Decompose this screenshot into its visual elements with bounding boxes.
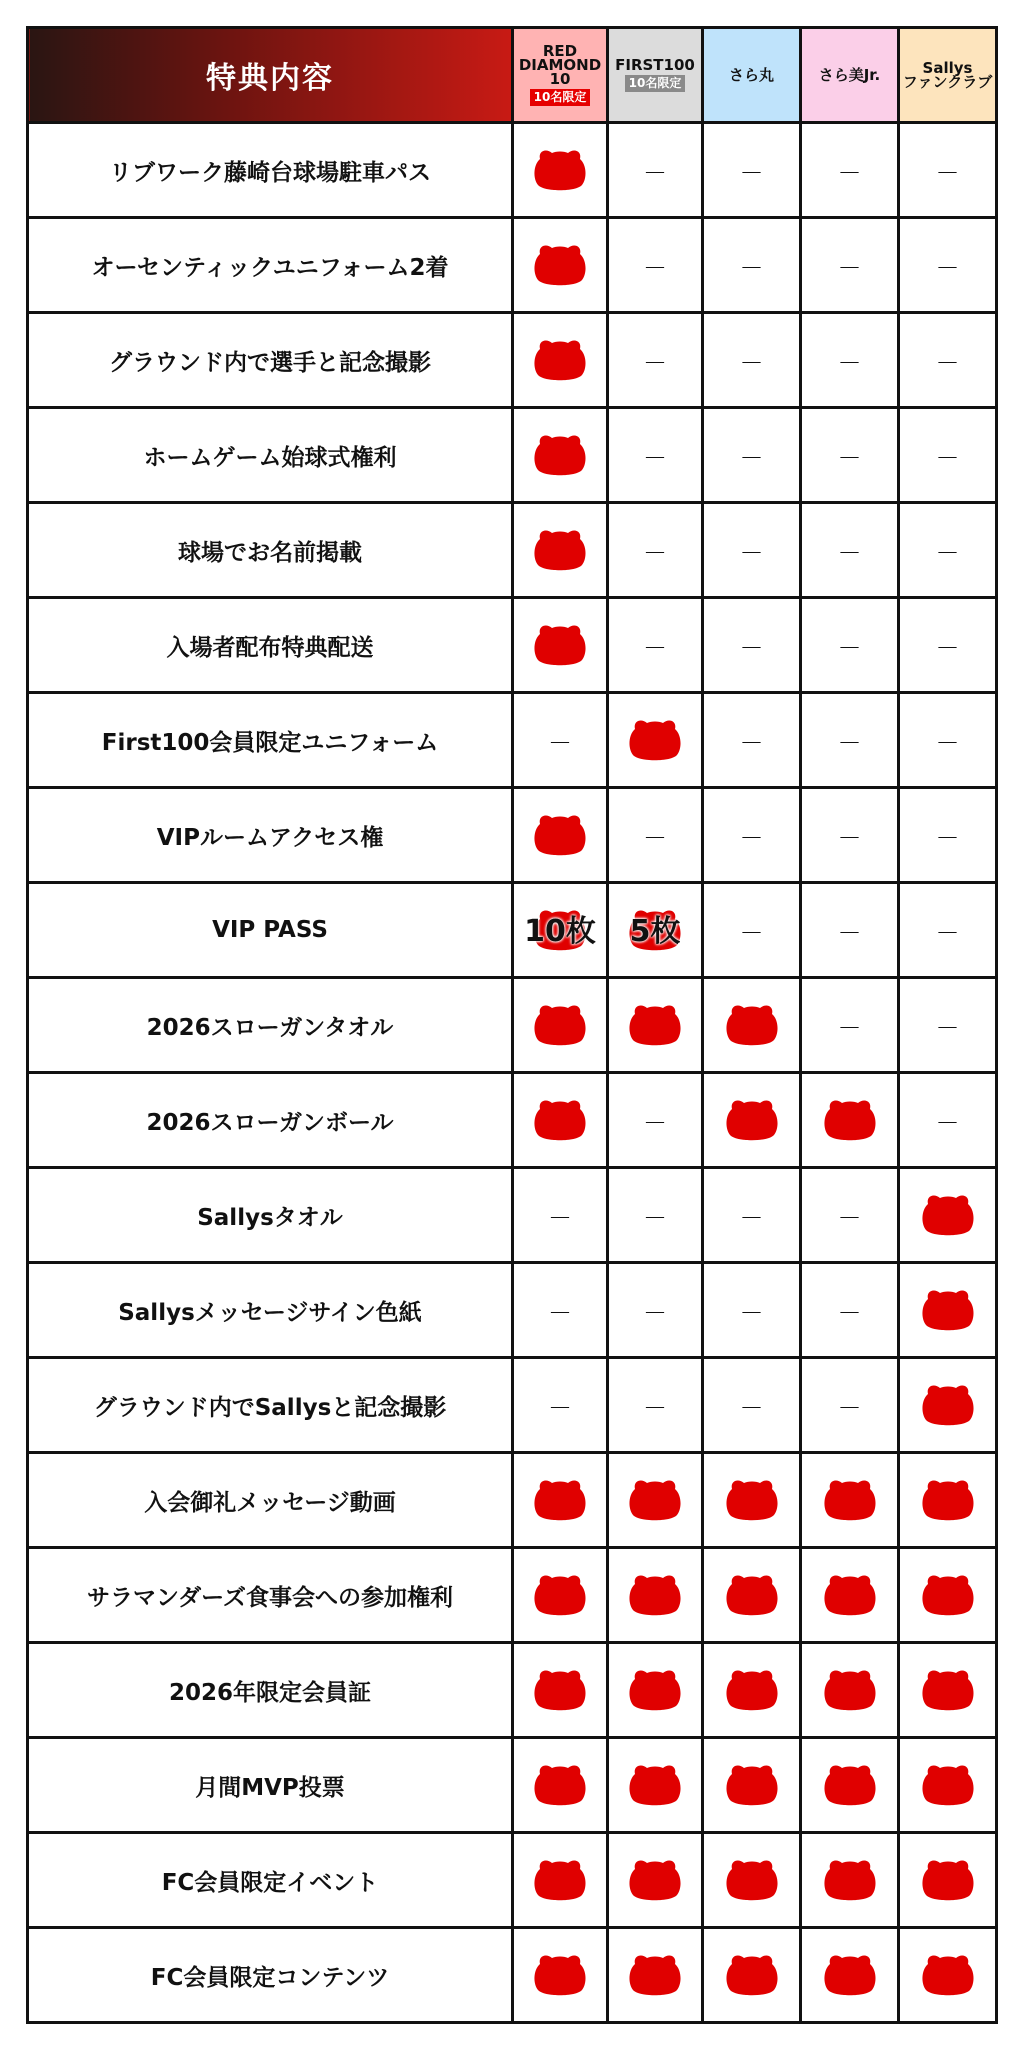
feature-label: First100会員限定ユニフォーム (28, 693, 513, 788)
benefit-cell (608, 1358, 703, 1453)
not-included-dash: － (739, 633, 764, 662)
benefit-cell (703, 1738, 801, 1833)
benefit-cell (703, 218, 801, 313)
red-cat-face-icon (822, 1572, 878, 1618)
benefit-cell (513, 1168, 608, 1263)
benefit-cell (703, 978, 801, 1073)
red-cat-face-icon (532, 1572, 588, 1618)
plan-column-header (513, 28, 608, 123)
benefit-cell (899, 408, 997, 503)
red-cat-face-icon (920, 1477, 976, 1523)
not-included-dash: － (837, 1393, 862, 1422)
red-cat-face-icon (627, 1572, 683, 1618)
benefit-cell (703, 1453, 801, 1548)
red-cat-face-icon (532, 147, 588, 193)
feature-label: リブワーク藤崎台球場駐車パス (28, 123, 513, 218)
red-cat-face-icon (532, 1477, 588, 1523)
red-cat-face-icon (532, 1002, 588, 1048)
not-included-dash: － (837, 158, 862, 187)
red-cat-face-icon (532, 1952, 588, 1998)
feature-label: 入会御礼メッセージ動画 (28, 1453, 513, 1548)
benefit-cell (608, 788, 703, 883)
benefit-cell (801, 1548, 899, 1643)
benefit-cell (801, 503, 899, 598)
table-row (28, 313, 997, 408)
not-included-dash: － (837, 1013, 862, 1042)
not-included-dash: － (643, 348, 667, 377)
benefit-cell (513, 1453, 608, 1548)
not-included-dash: － (643, 1298, 667, 1327)
red-cat-face-icon (920, 1857, 976, 1903)
table-row (28, 598, 997, 693)
red-cat-face-icon (627, 1002, 683, 1048)
not-included-dash: － (739, 348, 764, 377)
red-cat-face-icon (627, 1952, 683, 1998)
benefit-cell (513, 503, 608, 598)
benefit-cell (899, 1833, 997, 1928)
red-cat-face-icon (532, 432, 588, 478)
not-included-dash: － (935, 443, 960, 472)
benefit-cell (608, 503, 703, 598)
benefit-cell (899, 883, 997, 978)
benefit-cell (899, 1548, 997, 1643)
table-row (28, 1738, 997, 1833)
feature-label: 2026スローガンボール (28, 1073, 513, 1168)
benefit-cell (899, 1073, 997, 1168)
benefit-cell (608, 1263, 703, 1358)
red-cat-face-icon (532, 622, 588, 668)
not-included-dash: － (548, 1393, 572, 1422)
red-cat-face-icon (532, 1857, 588, 1903)
not-included-dash: － (739, 1298, 764, 1327)
red-cat-face-icon (724, 1762, 780, 1808)
benefit-cell (899, 503, 997, 598)
benefits-rows (28, 123, 997, 2023)
not-included-dash: － (935, 538, 960, 567)
red-cat-face-icon (920, 1572, 976, 1618)
benefit-cell (801, 693, 899, 788)
benefit-cell (899, 788, 997, 883)
red-cat-face-icon (920, 1667, 976, 1713)
benefit-cell (801, 598, 899, 693)
red-cat-face-icon (724, 1097, 780, 1143)
red-cat-face-icon (724, 1952, 780, 1998)
benefit-cell (513, 313, 608, 408)
not-included-dash: － (548, 1298, 572, 1327)
red-cat-face-icon (532, 337, 588, 383)
red-cat-face-icon (822, 1952, 878, 1998)
not-included-dash: － (643, 1203, 667, 1232)
feature-label: VIPルームアクセス権 (28, 788, 513, 883)
feature-label: オーセンティックユニフォーム2着 (28, 218, 513, 313)
table-row (28, 1073, 997, 1168)
not-included-dash: － (643, 443, 667, 472)
not-included-dash: － (837, 443, 862, 472)
benefit-cell (899, 1643, 997, 1738)
not-included-dash: － (739, 823, 764, 852)
not-included-dash: － (935, 348, 960, 377)
benefit-cell (703, 883, 801, 978)
not-included-dash: － (739, 538, 764, 567)
feature-label: グラウンド内で選手と記念撮影 (28, 313, 513, 408)
plan-column-header (703, 28, 801, 123)
table-row (28, 1833, 997, 1928)
not-included-dash: － (837, 633, 862, 662)
feature-label: Sallysタオル (28, 1168, 513, 1263)
plan-name: RED DIAMOND 10 (518, 42, 602, 88)
red-cat-face-icon (724, 1477, 780, 1523)
not-included-dash: － (643, 253, 667, 282)
not-included-dash: － (837, 253, 862, 282)
benefit-cell (899, 978, 997, 1073)
red-cat-face-icon (524, 907, 596, 953)
red-cat-face-icon (822, 1762, 878, 1808)
not-included-dash: － (935, 918, 960, 947)
red-cat-face-icon (920, 1382, 976, 1428)
benefit-cell (513, 598, 608, 693)
not-included-dash: － (935, 1013, 960, 1042)
benefit-cell (608, 1738, 703, 1833)
feature-label: 入場者配布特典配送 (28, 598, 513, 693)
benefit-cell (608, 1073, 703, 1168)
not-included-dash: － (643, 823, 667, 852)
benefit-cell (608, 1643, 703, 1738)
benefit-cell (801, 883, 899, 978)
benefit-cell (899, 313, 997, 408)
benefit-cell (608, 693, 703, 788)
benefit-cell (801, 408, 899, 503)
red-cat-face-icon (532, 1667, 588, 1713)
benefit-cell (513, 1263, 608, 1358)
benefit-cell (801, 978, 899, 1073)
table-row (28, 1263, 997, 1358)
benefit-cell (899, 1263, 997, 1358)
table-row (28, 1358, 997, 1453)
red-cat-face-icon (627, 1857, 683, 1903)
table-row (28, 123, 997, 218)
benefit-cell (703, 1168, 801, 1263)
red-cat-face-icon (920, 1762, 976, 1808)
benefit-cell (703, 503, 801, 598)
benefit-cell (801, 123, 899, 218)
red-cat-face-icon (532, 1762, 588, 1808)
benefit-cell (801, 218, 899, 313)
red-cat-face-icon (724, 1857, 780, 1903)
benefit-cell (513, 1833, 608, 1928)
table-row (28, 1643, 997, 1738)
benefit-cell (513, 408, 608, 503)
benefit-cell (703, 598, 801, 693)
red-cat-face-icon (627, 1762, 683, 1808)
benefit-cell (608, 978, 703, 1073)
pass-count: 10枚 (524, 914, 596, 950)
plan-name: さら美Jr. (818, 66, 881, 84)
feature-label: FC会員限定コンテンツ (28, 1928, 513, 2023)
red-cat-face-icon (627, 907, 683, 953)
red-cat-face-icon (532, 1097, 588, 1143)
not-included-dash: － (837, 1298, 862, 1327)
table-row (28, 503, 997, 598)
table-row (28, 883, 997, 978)
not-included-dash: － (739, 1203, 764, 1232)
not-included-dash: － (643, 1108, 667, 1137)
table-row (28, 1453, 997, 1548)
feature-label: ホームゲーム始球式権利 (28, 408, 513, 503)
feature-label: 2026スローガンタオル (28, 978, 513, 1073)
red-cat-face-icon (627, 1477, 683, 1523)
plan-name: さら丸 (728, 66, 774, 84)
not-included-dash: － (548, 1203, 572, 1232)
red-cat-face-icon (920, 1192, 976, 1238)
benefit-cell (513, 788, 608, 883)
not-included-dash: － (837, 918, 862, 947)
feature-label: サラマンダーズ食事会への参加権利 (28, 1548, 513, 1643)
benefit-cell (899, 1738, 997, 1833)
plan-column-header (899, 28, 997, 123)
table-row (28, 693, 997, 788)
not-included-dash: － (837, 823, 862, 852)
benefit-cell (801, 1833, 899, 1928)
benefit-cell (608, 598, 703, 693)
benefits-table (26, 26, 998, 2024)
benefit-cell (703, 408, 801, 503)
benefit-cell (513, 1358, 608, 1453)
benefit-cell (513, 123, 608, 218)
plan-name: FIRST100 (615, 56, 695, 74)
plan-column-header (608, 28, 703, 123)
feature-label: 球場でお名前掲載 (28, 503, 513, 598)
benefit-cell (513, 1073, 608, 1168)
feature-label: Sallysメッセージサイン色紙 (28, 1263, 513, 1358)
benefit-cell (703, 1833, 801, 1928)
red-cat-face-icon (532, 527, 588, 573)
benefit-cell (513, 883, 608, 978)
limit-badge: 10名限定 (530, 89, 591, 106)
not-included-dash: － (935, 253, 960, 282)
plan-column-header (801, 28, 899, 123)
not-included-dash: － (739, 253, 764, 282)
red-cat-face-icon (724, 1667, 780, 1713)
benefit-cell (801, 1263, 899, 1358)
plan-name: Sallys ファンクラブ (902, 59, 993, 91)
benefit-cell (703, 123, 801, 218)
not-included-dash: － (837, 1203, 862, 1232)
benefit-cell (703, 1263, 801, 1358)
benefit-cell (801, 1453, 899, 1548)
table-row (28, 1928, 997, 2023)
benefit-cell (513, 218, 608, 313)
not-included-dash: － (837, 538, 862, 567)
benefit-cell (513, 1643, 608, 1738)
benefit-cell (801, 1738, 899, 1833)
red-cat-face-icon (822, 1857, 878, 1903)
table-row (28, 1548, 997, 1643)
not-included-dash: － (935, 1108, 960, 1137)
benefit-cell (608, 1833, 703, 1928)
benefit-cell (703, 788, 801, 883)
benefit-cell (899, 1358, 997, 1453)
feature-column-header: 特典内容 (28, 28, 513, 123)
benefit-cell (801, 313, 899, 408)
not-included-dash: － (935, 158, 960, 187)
benefit-cell (801, 1643, 899, 1738)
not-included-dash: － (548, 728, 572, 757)
benefit-cell (703, 1548, 801, 1643)
red-cat-face-icon (920, 1287, 976, 1333)
red-cat-face-icon (724, 1572, 780, 1618)
benefit-cell (899, 123, 997, 218)
benefit-cell (703, 1073, 801, 1168)
red-cat-face-icon (724, 1002, 780, 1048)
not-included-dash: － (935, 823, 960, 852)
pass-count: 5枚 (629, 914, 681, 950)
table-row (28, 1168, 997, 1263)
benefit-cell (899, 1928, 997, 2023)
benefit-cell (703, 1928, 801, 2023)
not-included-dash: － (643, 633, 667, 662)
not-included-dash: － (837, 728, 862, 757)
feature-label: 2026年限定会員証 (28, 1643, 513, 1738)
benefit-cell (703, 693, 801, 788)
not-included-dash: － (935, 728, 960, 757)
benefit-cell (899, 1453, 997, 1548)
not-included-dash: － (643, 538, 667, 567)
not-included-dash: － (643, 1393, 667, 1422)
benefit-cell (608, 313, 703, 408)
not-included-dash: － (739, 158, 764, 187)
benefit-cell (608, 1453, 703, 1548)
benefit-cell (801, 1358, 899, 1453)
red-cat-face-icon (822, 1667, 878, 1713)
red-cat-face-icon (920, 1952, 976, 1998)
not-included-dash: － (837, 348, 862, 377)
benefit-cell (513, 1548, 608, 1643)
not-included-dash: － (739, 918, 764, 947)
feature-label: FC会員限定イベント (28, 1833, 513, 1928)
table-row (28, 788, 997, 883)
benefit-cell (608, 218, 703, 313)
benefit-cell (801, 788, 899, 883)
red-cat-face-icon (627, 717, 683, 763)
limit-badge: 10名限定 (625, 75, 686, 92)
not-included-dash: － (935, 633, 960, 662)
red-cat-face-icon (822, 1097, 878, 1143)
not-included-dash: － (739, 1393, 764, 1422)
benefit-cell (608, 1928, 703, 2023)
table-row (28, 218, 997, 313)
benefit-cell (703, 313, 801, 408)
benefit-cell (801, 1168, 899, 1263)
not-included-dash: － (739, 728, 764, 757)
table-row (28, 408, 997, 503)
header-row (28, 28, 997, 123)
benefit-cell (513, 693, 608, 788)
benefit-cell (608, 1168, 703, 1263)
red-cat-face-icon (822, 1477, 878, 1523)
red-cat-face-icon (532, 242, 588, 288)
benefit-cell (899, 693, 997, 788)
red-cat-face-icon (627, 1667, 683, 1713)
feature-label: VIP PASS (28, 883, 513, 978)
red-cat-face-icon (532, 812, 588, 858)
benefit-cell (899, 598, 997, 693)
benefit-cell (513, 978, 608, 1073)
benefit-cell (899, 1168, 997, 1263)
not-included-dash: － (643, 158, 667, 187)
not-included-dash: － (739, 443, 764, 472)
feature-label: グラウンド内でSallysと記念撮影 (28, 1358, 513, 1453)
benefit-cell (513, 1738, 608, 1833)
benefit-cell (513, 1928, 608, 2023)
benefit-cell (899, 218, 997, 313)
benefit-cell (608, 1548, 703, 1643)
feature-label: 月間MVP投票 (28, 1738, 513, 1833)
benefit-cell (703, 1358, 801, 1453)
benefit-cell (608, 883, 703, 978)
benefit-cell (608, 408, 703, 503)
benefit-cell (801, 1073, 899, 1168)
table-row (28, 978, 997, 1073)
benefit-cell (801, 1928, 899, 2023)
benefit-cell (608, 123, 703, 218)
benefit-cell (703, 1643, 801, 1738)
